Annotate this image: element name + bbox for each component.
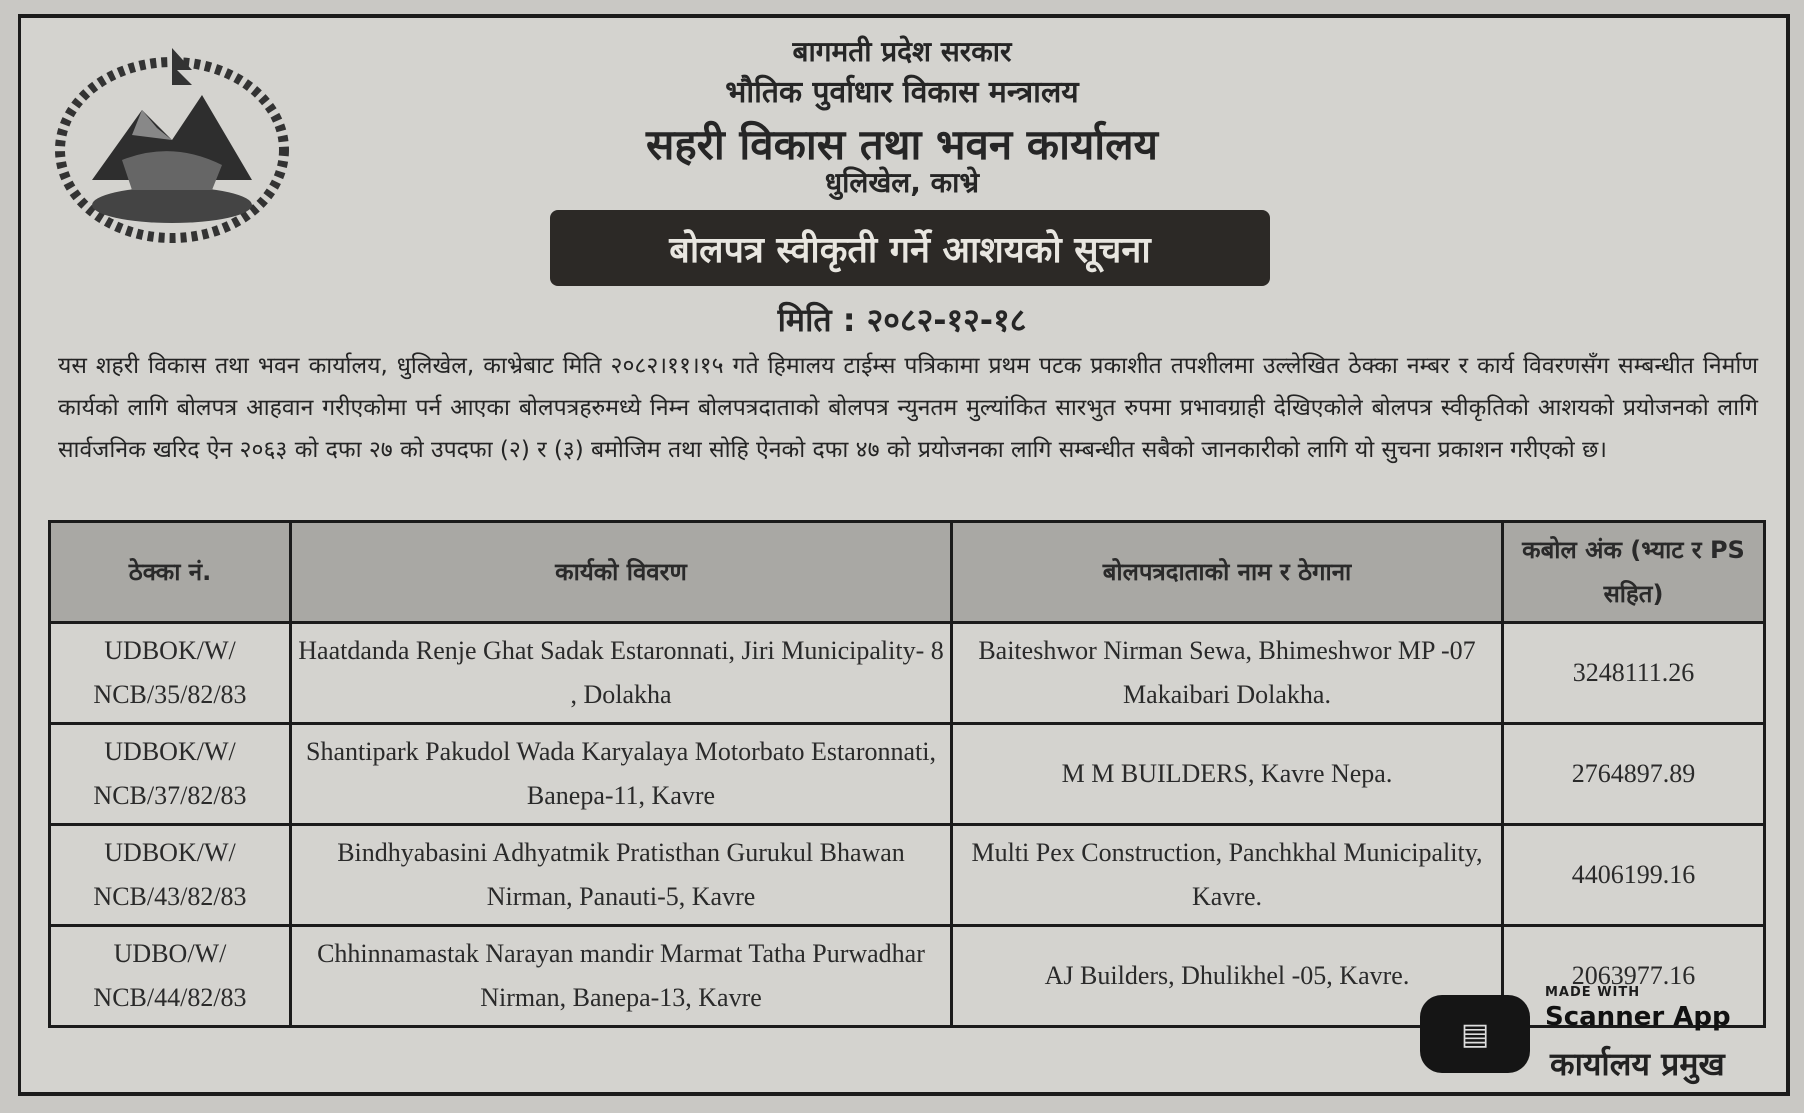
amount-cell: 4406199.16 <box>1503 825 1765 926</box>
description-cell: Chhinnamastak Narayan mandir Marmat Tatha Purwadhar Nirman, Banepa-13, Kavre <box>291 926 952 1027</box>
office-name: सहरी विकास तथा भवन कार्यालय <box>645 120 1159 169</box>
watermark-made-with: MADE WITH <box>1545 985 1641 1000</box>
header-amount: कबोल अंक (भ्याट र PS सहित) <box>1503 522 1765 623</box>
amount-cell: 2764897.89 <box>1503 724 1765 825</box>
government-name: बागमती प्रदेश सरकार <box>792 35 1012 68</box>
bid-table <box>48 520 1766 1028</box>
watermark-scanner-app: Scanner App <box>1545 1002 1731 1032</box>
header-contract-no: ठेक्का नं. <box>50 522 291 623</box>
bidder-cell: AJ Builders, Dhulikhel -05, Kavre. <box>952 926 1503 1027</box>
signature-office-chief: कार्यालय प्रमुख <box>1550 1045 1725 1083</box>
amount-cell: 3248111.26 <box>1503 623 1765 724</box>
notice-paragraph: यस शहरी विकास तथा भवन कार्यालय, धुलिखेल, काभ्रेबाट मिति २०८२।११।१५ गते हिमालय टाईम्स पत्रिकामा प्रथम पटक प्रकाशीत तपशीलमा उल्लेखित ठेक्का नम्बर र कार्य विवरणसँग सम्बन्धीत निर्माण कार्यको लागि बोलपत्र आहवान गरीएकोमा पर्न आएका बोलपत्रहरुमध्ये निम्न बोलपत्रदाताको बोलपत्र न्युनतम मुल्यांकित सारभुत रुपमा प्रभावग्राही देखिएकोले बोलपत्र स्वीकृतिको आशयको प्रयोजनको लागि सार्वजनिक खरिद ऐन २०६३ को दफा २७ को उपदफा (२) र (३) बमोजिम तथा सोहि ऐनको दफा ४७ को प्रयोजनका लागि सम्बन्धीत सबैको जानकारीको लागि यो सुचना प्रकाशन गरीएको छ। <box>58 353 1758 463</box>
amount-cell: 2063977.16 <box>1503 926 1765 1027</box>
bidder-cell: Multi Pex Construction, Panchkhal Municipality, Kavre. <box>952 825 1503 926</box>
header-description: कार्यको विवरण <box>291 522 952 623</box>
description-cell: Haatdanda Renje Ghat Sadak Estaronnati, Jiri Municipality- 8 , Dolakha <box>291 623 952 724</box>
scanner-app-icon: ▤ <box>1420 995 1530 1073</box>
description-cell: Shantipark Pakudol Wada Karyalaya Motorbato Estaronnati, Banepa-11, Kavre <box>291 724 952 825</box>
bidder-cell: Baiteshwor Nirman Sewa, Bhimeshwor MP -07 Makaibari Dolakha. <box>952 623 1503 724</box>
contract-no-cell: UDBOK/W/ NCB/43/82/83 <box>50 825 291 926</box>
bidder-cell: M M BUILDERS, Kavre Nepa. <box>952 724 1503 825</box>
contract-no-cell: UDBOK/W/ NCB/37/82/83 <box>50 724 291 825</box>
ministry-name: भौतिक पुर्वाधार विकास मन्त्रालय <box>725 75 1079 110</box>
notice-title-text: बोलपत्र स्वीकृती गर्ने आशयको सूचना <box>669 229 1151 271</box>
notice-date: मिति : २०८२-१२-१८ <box>777 301 1027 339</box>
contract-no-cell: UDBO/W/ NCB/44/82/83 <box>50 926 291 1027</box>
table-row <box>50 623 1765 724</box>
office-location: धुलिखेल, काभ्रे <box>824 166 980 199</box>
description-cell: Bindhyabasini Adhyatmik Pratisthan Gurukul Bhawan Nirman, Panauti-5, Kavre <box>291 825 952 926</box>
contract-no-cell: UDBOK/W/ NCB/35/82/83 <box>50 623 291 724</box>
table-row <box>50 724 1765 825</box>
notice-title <box>550 210 1270 286</box>
table-row <box>50 825 1765 926</box>
table-header-row <box>50 522 1765 623</box>
header-bidder: बोलपत्रदाताको नाम र ठेगाना <box>952 522 1503 623</box>
